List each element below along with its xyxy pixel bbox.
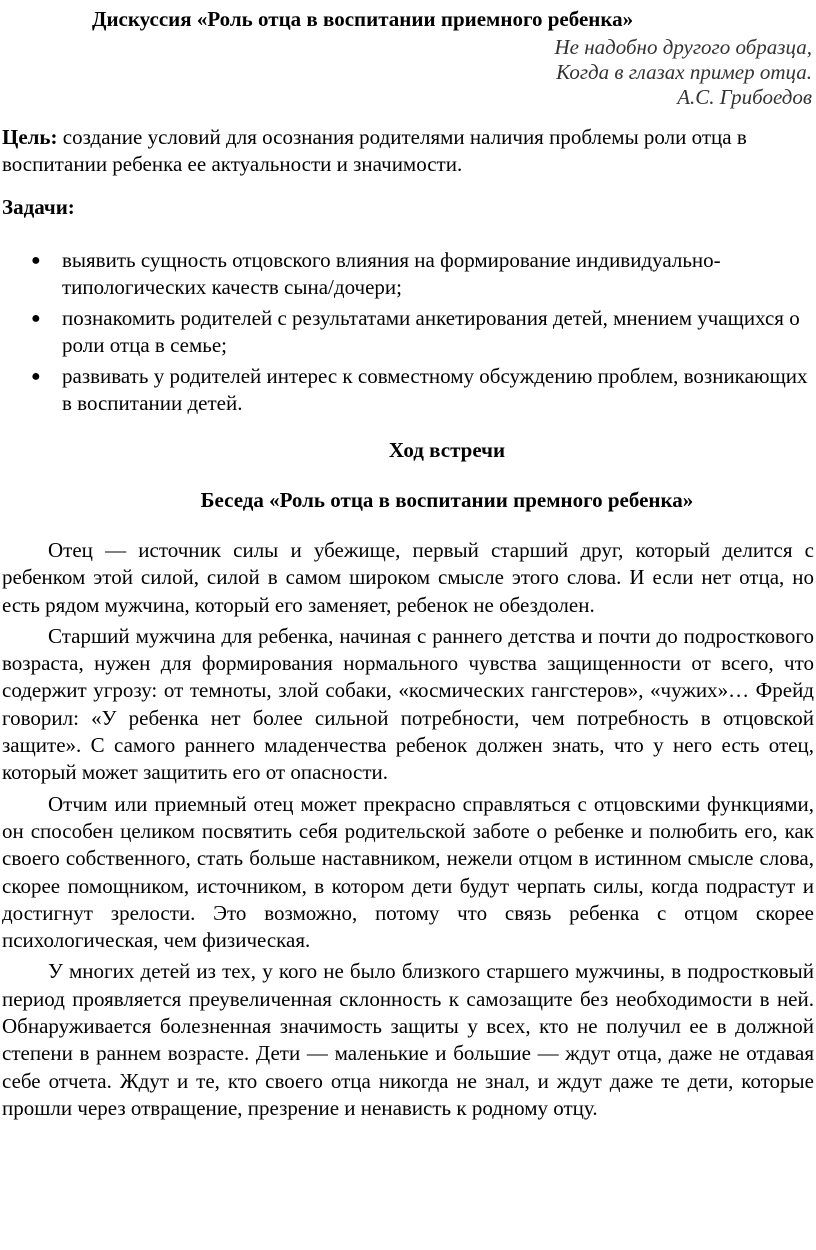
goal-text: создание условий для осознания родителями наличия проблемы роли отца в воспитании ребенка ее актуальности и значимости. xyxy=(2,125,747,176)
goal-section xyxy=(2,124,814,178)
body-paragraph: Отчим или приемный отец может прекрасно справляться с отцовскими функциями, он способен целиком посвятить себя родительской заботе о ребенке и полюбить его, как своего собственного, стать больше наставником, нежели отцом в истинном смысле слова, скорее помощником, источником, в котором дети будут черпать силы, когда подрастут и достигнут зрелости. Это возможно, потому что связь ребенка с отцом скорее психологическая, чем физическая. xyxy=(2,791,814,953)
task-item xyxy=(2,363,814,417)
tasks-list xyxy=(2,247,814,417)
talk-heading: Беседа «Роль отца в воспитании премного ребенка» xyxy=(200,488,694,512)
epigraph-line-2: Когда в глазах пример отца. xyxy=(556,60,812,84)
task-text: выявить сущность отцовского влияния на формирование индивидуально-типологических качеств сына/дочери; xyxy=(62,248,721,299)
epigraph xyxy=(2,35,812,110)
body-paragraph: Отец — источник силы и убежище, первый старший друг, который делится с ребенком этой силой, силой в самом широком смысле этого слова. И если нет отца, но есть рядом мужчина, который его заменяет, ребенок не обездолен. xyxy=(2,538,814,617)
task-item xyxy=(2,247,814,301)
body-paragraph: Старший мужчина для ребенка, начиная с раннего детства и почти до подросткового возраста, нужен для формирования нормального чувства защищенности от всего, что содержит угрозу: от темноты, злой собаки, «космических гангстеров», «чужих»… Фрейд говорил: «У ребенка нет более сильной потребности, чем потребность в отцовской защите». С самого раннего младенчества ребенок должен знать, что у него есть отец, который может защитить его от опасности. xyxy=(2,623,814,785)
task-text: познакомить родителей с результатами анкетирования детей, мнением учащихся о роли отца в семье; xyxy=(62,306,800,357)
task-item xyxy=(2,305,814,359)
bullet-icon: ● xyxy=(31,368,41,385)
epigraph-line-1: Не надобно другого образца, xyxy=(554,35,812,59)
document-title: Дискуссия «Роль отца в воспитании приемного ребенка» xyxy=(92,7,634,31)
meeting-heading: Ход встречи xyxy=(388,438,506,462)
tasks-heading: Задачи: xyxy=(2,195,75,219)
bullet-icon: ● xyxy=(31,310,41,327)
task-text: развивать у родителей интерес к совместному обсуждению проблем, возникающих в воспитании детей. xyxy=(62,364,808,415)
body-paragraph: У многих детей из тех, у кого не было близкого старшего мужчины, в подростковый период проявляется преувеличенная склонность к самозащите без необходимости в ней. Обнаруживается болезненная значимость защиты у всех, кто не получил ее в должной степени в раннем возрасте. Дети — маленькие и большие — ждут отца, даже не отдавая себе отчета. Ждут и те, кто своего отца никогда не знал, и ждут даже те дети, которые прошли через отвращение, презрение и ненависть к родному отцу. xyxy=(2,959,814,1120)
bullet-icon: ● xyxy=(31,252,41,269)
epigraph-author: А.С. Грибоедов xyxy=(677,85,812,109)
body-text xyxy=(2,537,814,1122)
goal-label: Цель: xyxy=(2,125,58,149)
